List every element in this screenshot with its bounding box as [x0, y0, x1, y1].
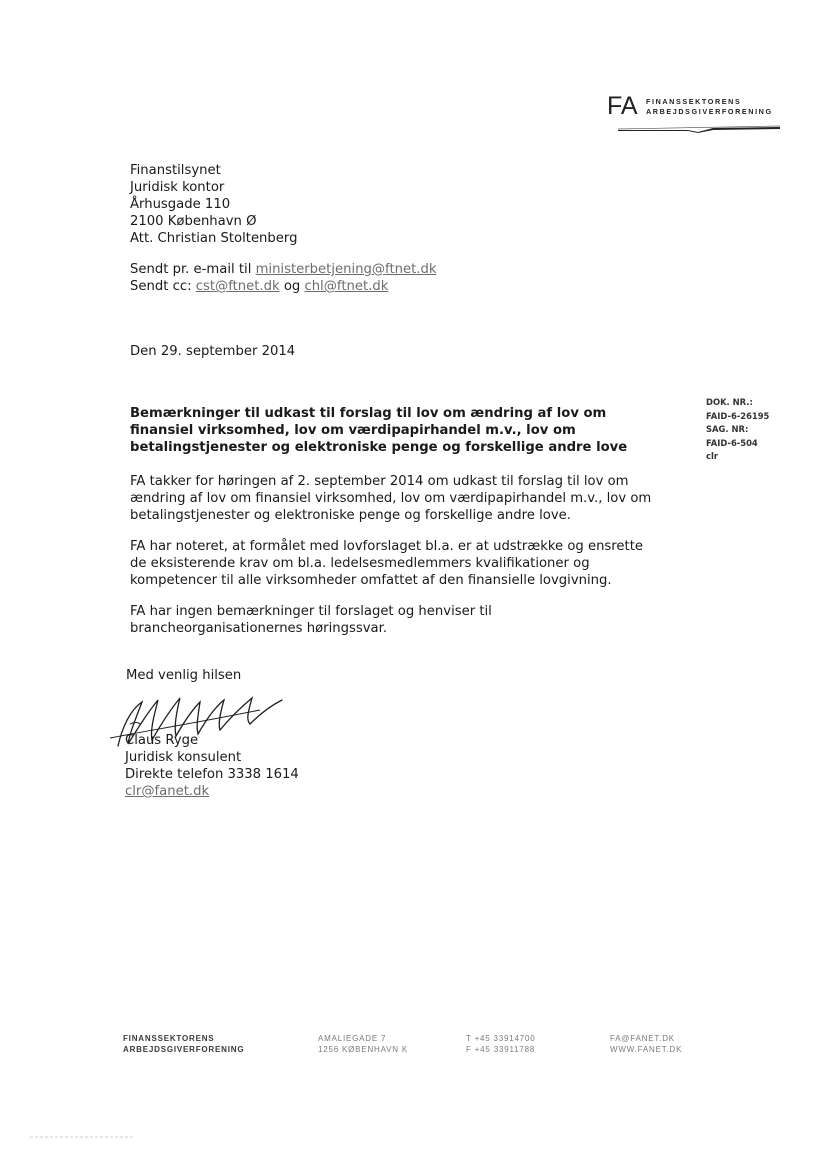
recipient-line: Att. Christian Stoltenberg	[130, 231, 298, 246]
sag-label: SAG. NR:	[706, 424, 749, 434]
footer-org-line-1: FINANSSEKTORENS	[123, 1034, 215, 1043]
sent-cc-label: Sendt cc:	[130, 279, 196, 294]
fa-logo-text	[646, 97, 773, 117]
sent-email-line	[130, 261, 436, 278]
footer-org-line-2: ARBEJDSGIVERFORENING	[123, 1044, 245, 1054]
body-paragraph: FA takker for høringen af 2. september 2014 om udkast til forslag til lov om ændring af lov om finansiel virksomhed, lov om værdipapirhandel m.v., lov om betalingstjenester og elektroniske penge og forskellige andre love.	[130, 474, 652, 523]
footer-email[interactable]: FA@FANET.DK	[610, 1034, 675, 1043]
document-reference	[706, 396, 769, 464]
body-paragraph: FA har ingen bemærkninger til forslaget og henviser til brancheorganisationernes høringssvar.	[130, 604, 492, 636]
sent-cc-line	[130, 278, 436, 295]
footer-address-line-1: AMALIEGADE 7	[318, 1034, 387, 1043]
letter-date: Den 29. september 2014	[130, 344, 296, 359]
sag-value: FAID-6-504	[706, 437, 758, 448]
signatory-phone: Direkte telefon 3338 1614	[125, 767, 299, 782]
footer-website[interactable]: WWW.FANET.DK	[610, 1044, 683, 1054]
footer-telephone: T +45 33914700	[466, 1034, 536, 1043]
fa-logo-mark: FA	[607, 92, 638, 120]
recipient-line: Århusgade 110	[130, 197, 231, 212]
cc-email-link-1[interactable]: cst@ftnet.dk	[195, 279, 280, 294]
closing-salutation: Med venlig hilsen	[126, 668, 242, 683]
logo-line-2: ARBEJDSGIVERFORENING	[646, 107, 773, 116]
body-paragraph: FA har noteret, at formålet med lovforslaget bl.a. er at udstrække og ensrette de eksisterende krav om bl.a. ledelsesmedlemmers kvalifikationer og kompetencer til alle virksomheder omfattet af den finansielle lovgivning.	[130, 539, 644, 588]
logo-line-1: FINANSSEKTORENS	[646, 97, 742, 106]
recipient-line: 2100 København Ø	[130, 214, 257, 229]
sent-info	[130, 261, 436, 295]
footer-fax: F +45 33911788	[466, 1044, 536, 1054]
signatory-title: Juridisk konsulent	[125, 750, 242, 765]
sent-email-link[interactable]: ministerbetjening@ftnet.dk	[255, 262, 437, 277]
recipient-line: Finanstilsynet	[130, 163, 221, 178]
footer-contact	[610, 1034, 682, 1055]
footer-organization	[123, 1034, 244, 1055]
sent-email-label: Sendt pr. e-mail til	[130, 262, 256, 277]
signatory-block	[125, 732, 299, 800]
signatory-name: Claus Ryge	[125, 733, 199, 748]
footer-phone	[466, 1034, 536, 1055]
dok-value: FAID-6-26195	[706, 410, 770, 421]
recipient-line: Juridisk kontor	[130, 180, 225, 195]
cc-email-link-2[interactable]: chl@ftnet.dk	[304, 279, 389, 294]
cc-and: og	[279, 279, 305, 294]
recipient-address	[130, 162, 297, 247]
signatory-email-link[interactable]: clr@fanet.dk	[125, 784, 210, 799]
footer-address	[318, 1034, 408, 1055]
footer-address-line-2: 1256 KØBENHAVN K	[318, 1044, 409, 1054]
initials: clr	[706, 451, 718, 461]
logo-swoosh-icon	[618, 125, 780, 133]
dok-label: DOK. NR.:	[706, 397, 753, 407]
letter-subject: Bemærkninger til udkast til forslag til lov om ændring af lov om finansiel virksomhed, lov om værdipapirhandel m.v., lov om betalingstjenester og elektroniske penge og forskellige andre love	[130, 406, 628, 455]
scan-artifact-line	[30, 1136, 135, 1138]
